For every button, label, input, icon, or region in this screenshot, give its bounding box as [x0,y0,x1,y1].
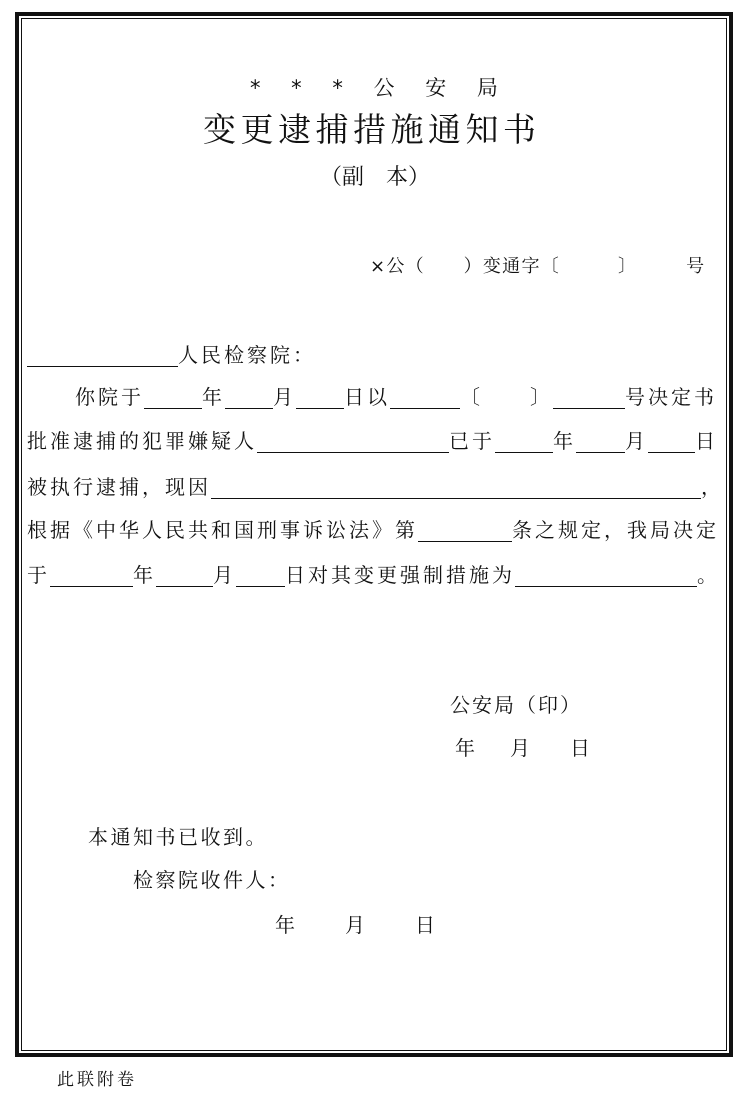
line2-day: 日 [695,429,718,453]
document-number: ×公（ ）变通字〔 〕 号 [370,256,706,277]
issue-date-month: 月 [510,736,530,760]
recipient-line [27,342,316,368]
blank-arrest-day [648,428,695,453]
line5-day-action: 日对其变更强制措施为 [285,563,515,587]
receipt-signer: 检察院收件人： [133,868,291,892]
blank-decision-day [296,384,344,409]
line4-tail: 条之规定，我局决定 [512,518,719,542]
line2-already-on: 已于 [449,429,495,453]
blank-change-year [50,562,133,587]
blank-change-day [236,562,285,587]
blank-change-month [156,562,213,587]
issue-date-day: 日 [570,736,590,760]
line1-tail: 号决定书 [625,385,717,409]
line5-month: 月 [213,563,236,587]
recipient-suffix: 人民检察院： [178,343,316,367]
blank-decision-number [553,384,625,409]
blank-new-measure [515,562,697,587]
body-line-4 [27,517,719,543]
line1-bracket-open: 〔 [460,385,483,409]
line5-year: 年 [133,563,156,587]
line5-tail: 。 [697,563,720,587]
line1-month: 月 [273,385,296,409]
receipt-acknowledgement: 本通知书已收到。 [88,825,268,849]
line2-month: 月 [625,429,648,453]
blank-decision-month [225,384,273,409]
line3-tail: ， [701,475,724,499]
line1-day-by: 日以 [344,385,390,409]
body-line-5 [27,562,720,588]
body-line-2 [27,428,718,454]
blank-decision-prefix [390,384,460,409]
line1-bracket-close: 〕 [530,385,553,409]
receipt-date-year: 年 [275,913,295,937]
blank-arrest-month [576,428,625,453]
bracket-year-space [483,384,530,408]
blank-suspect-name [257,428,449,453]
copy-label: （副 本） [320,165,431,190]
footer-note: 此联附卷 [57,1070,137,1090]
receipt-date-day: 日 [415,913,435,937]
blank-reason [211,474,701,499]
line3-lead: 被执行逮捕，现因 [27,475,211,499]
line4-lead: 根据《中华人民共和国刑事诉讼法》第 [27,518,418,542]
body-line-3 [27,474,724,500]
blank-arrest-year [495,428,553,453]
line2-lead: 批准逮捕的犯罪嫌疑人 [27,429,257,453]
receipt-date-month: 月 [345,913,365,937]
issue-date-year: 年 [455,736,475,760]
line1-lead: 你院于 [75,385,144,409]
issuer-seal: 公安局（印） [450,693,582,717]
line1-year: 年 [202,385,225,409]
blank-article-number [418,517,512,542]
line2-year: 年 [553,429,576,453]
blank-decision-year [144,384,202,409]
receipt-date [275,913,435,937]
issue-date [455,736,590,760]
blank-recipient-court [27,342,178,367]
body-line-1 [75,384,717,410]
document-title: 变更逮捕措施通知书 [203,110,541,149]
issuing-agency: * * * 公 安 局 [250,76,498,100]
line5-lead: 于 [27,563,50,587]
